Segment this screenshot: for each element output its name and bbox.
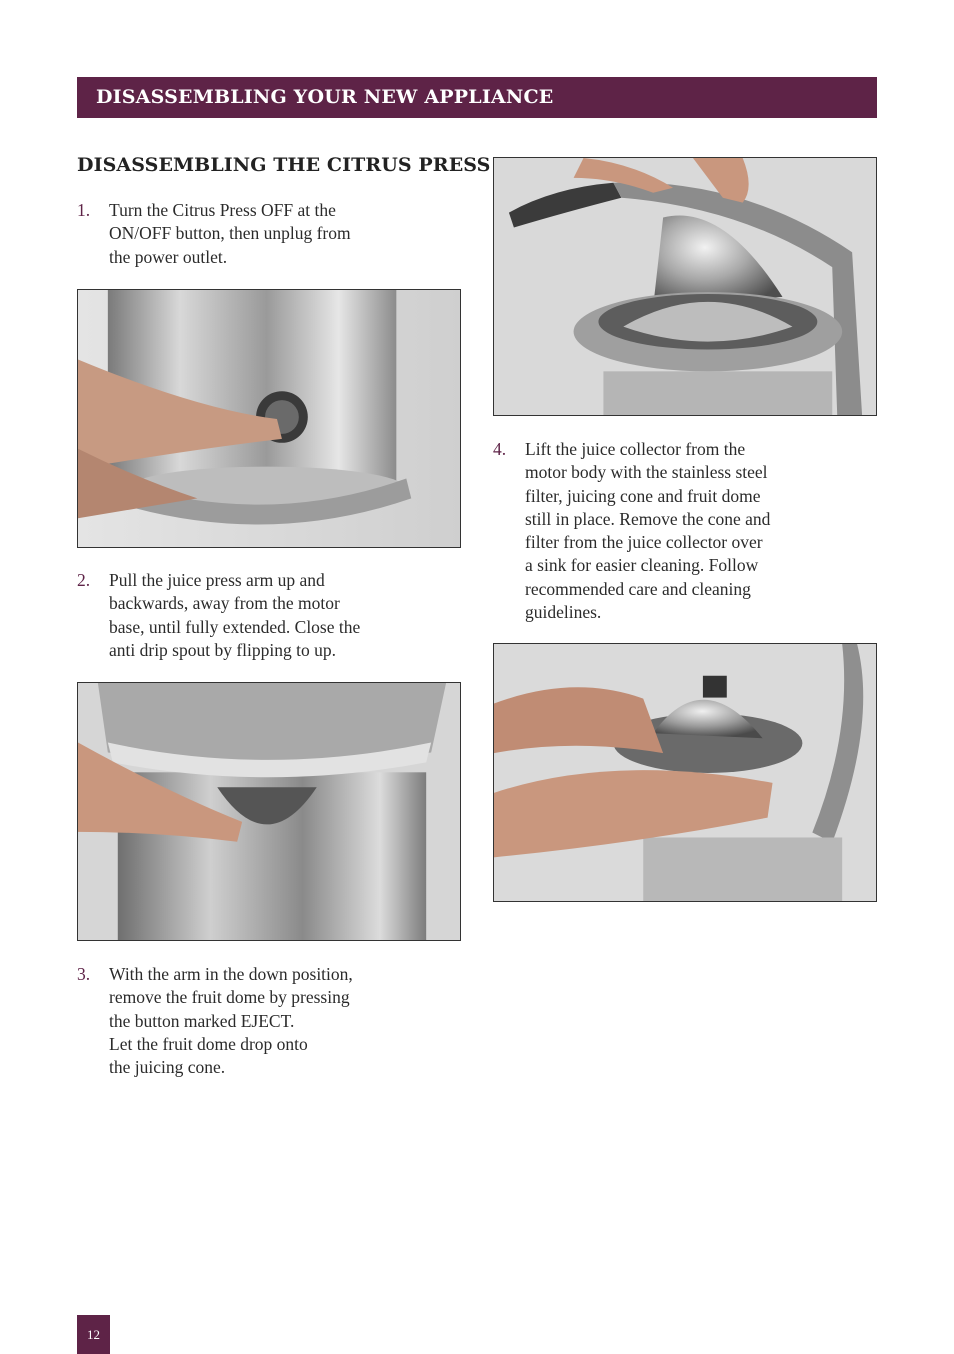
step-1 xyxy=(77,199,457,269)
step-number: 3. xyxy=(77,964,91,984)
step-text: Lift the juice collector from the motor body with the stainless steel filter, juicing cone and fruit dome still in place. Remove the cone and filter from the juice collector over a sink for easier cleaning. Follow recommended care and cleaning guidelines. xyxy=(525,439,771,623)
photo-fruit-dome-eject xyxy=(493,157,877,416)
step-number: 4. xyxy=(493,439,507,459)
step-4 xyxy=(493,438,873,624)
page-number: 12 xyxy=(77,1315,110,1354)
step-text: With the arm in the down position, remove the fruit dome by pressing the button marked EJECT. Let the fruit dome drop onto the juicing cone. xyxy=(109,964,353,1078)
step-text: Pull the juice press arm up and backwards, away from the motor base, until fully extended. Close the anti drip spout by flipping to up. xyxy=(109,570,361,660)
step-number: 2. xyxy=(77,570,91,590)
page-header-banner xyxy=(77,77,877,118)
step-3 xyxy=(77,963,457,1079)
step-number: 1. xyxy=(77,200,91,220)
step-2 xyxy=(77,569,457,662)
step-text: Turn the Citrus Press OFF at the ON/OFF button, then unplug from the power outlet. xyxy=(109,200,351,267)
section-title: DISASSEMBLING THE CITRUS PRESS xyxy=(77,154,491,176)
page-header-title: DISASSEMBLING YOUR NEW APPLIANCE xyxy=(96,86,554,108)
photo-lift-juice-collector xyxy=(493,643,877,902)
photo-drip-spout xyxy=(77,682,461,941)
photo-power-button xyxy=(77,289,461,548)
